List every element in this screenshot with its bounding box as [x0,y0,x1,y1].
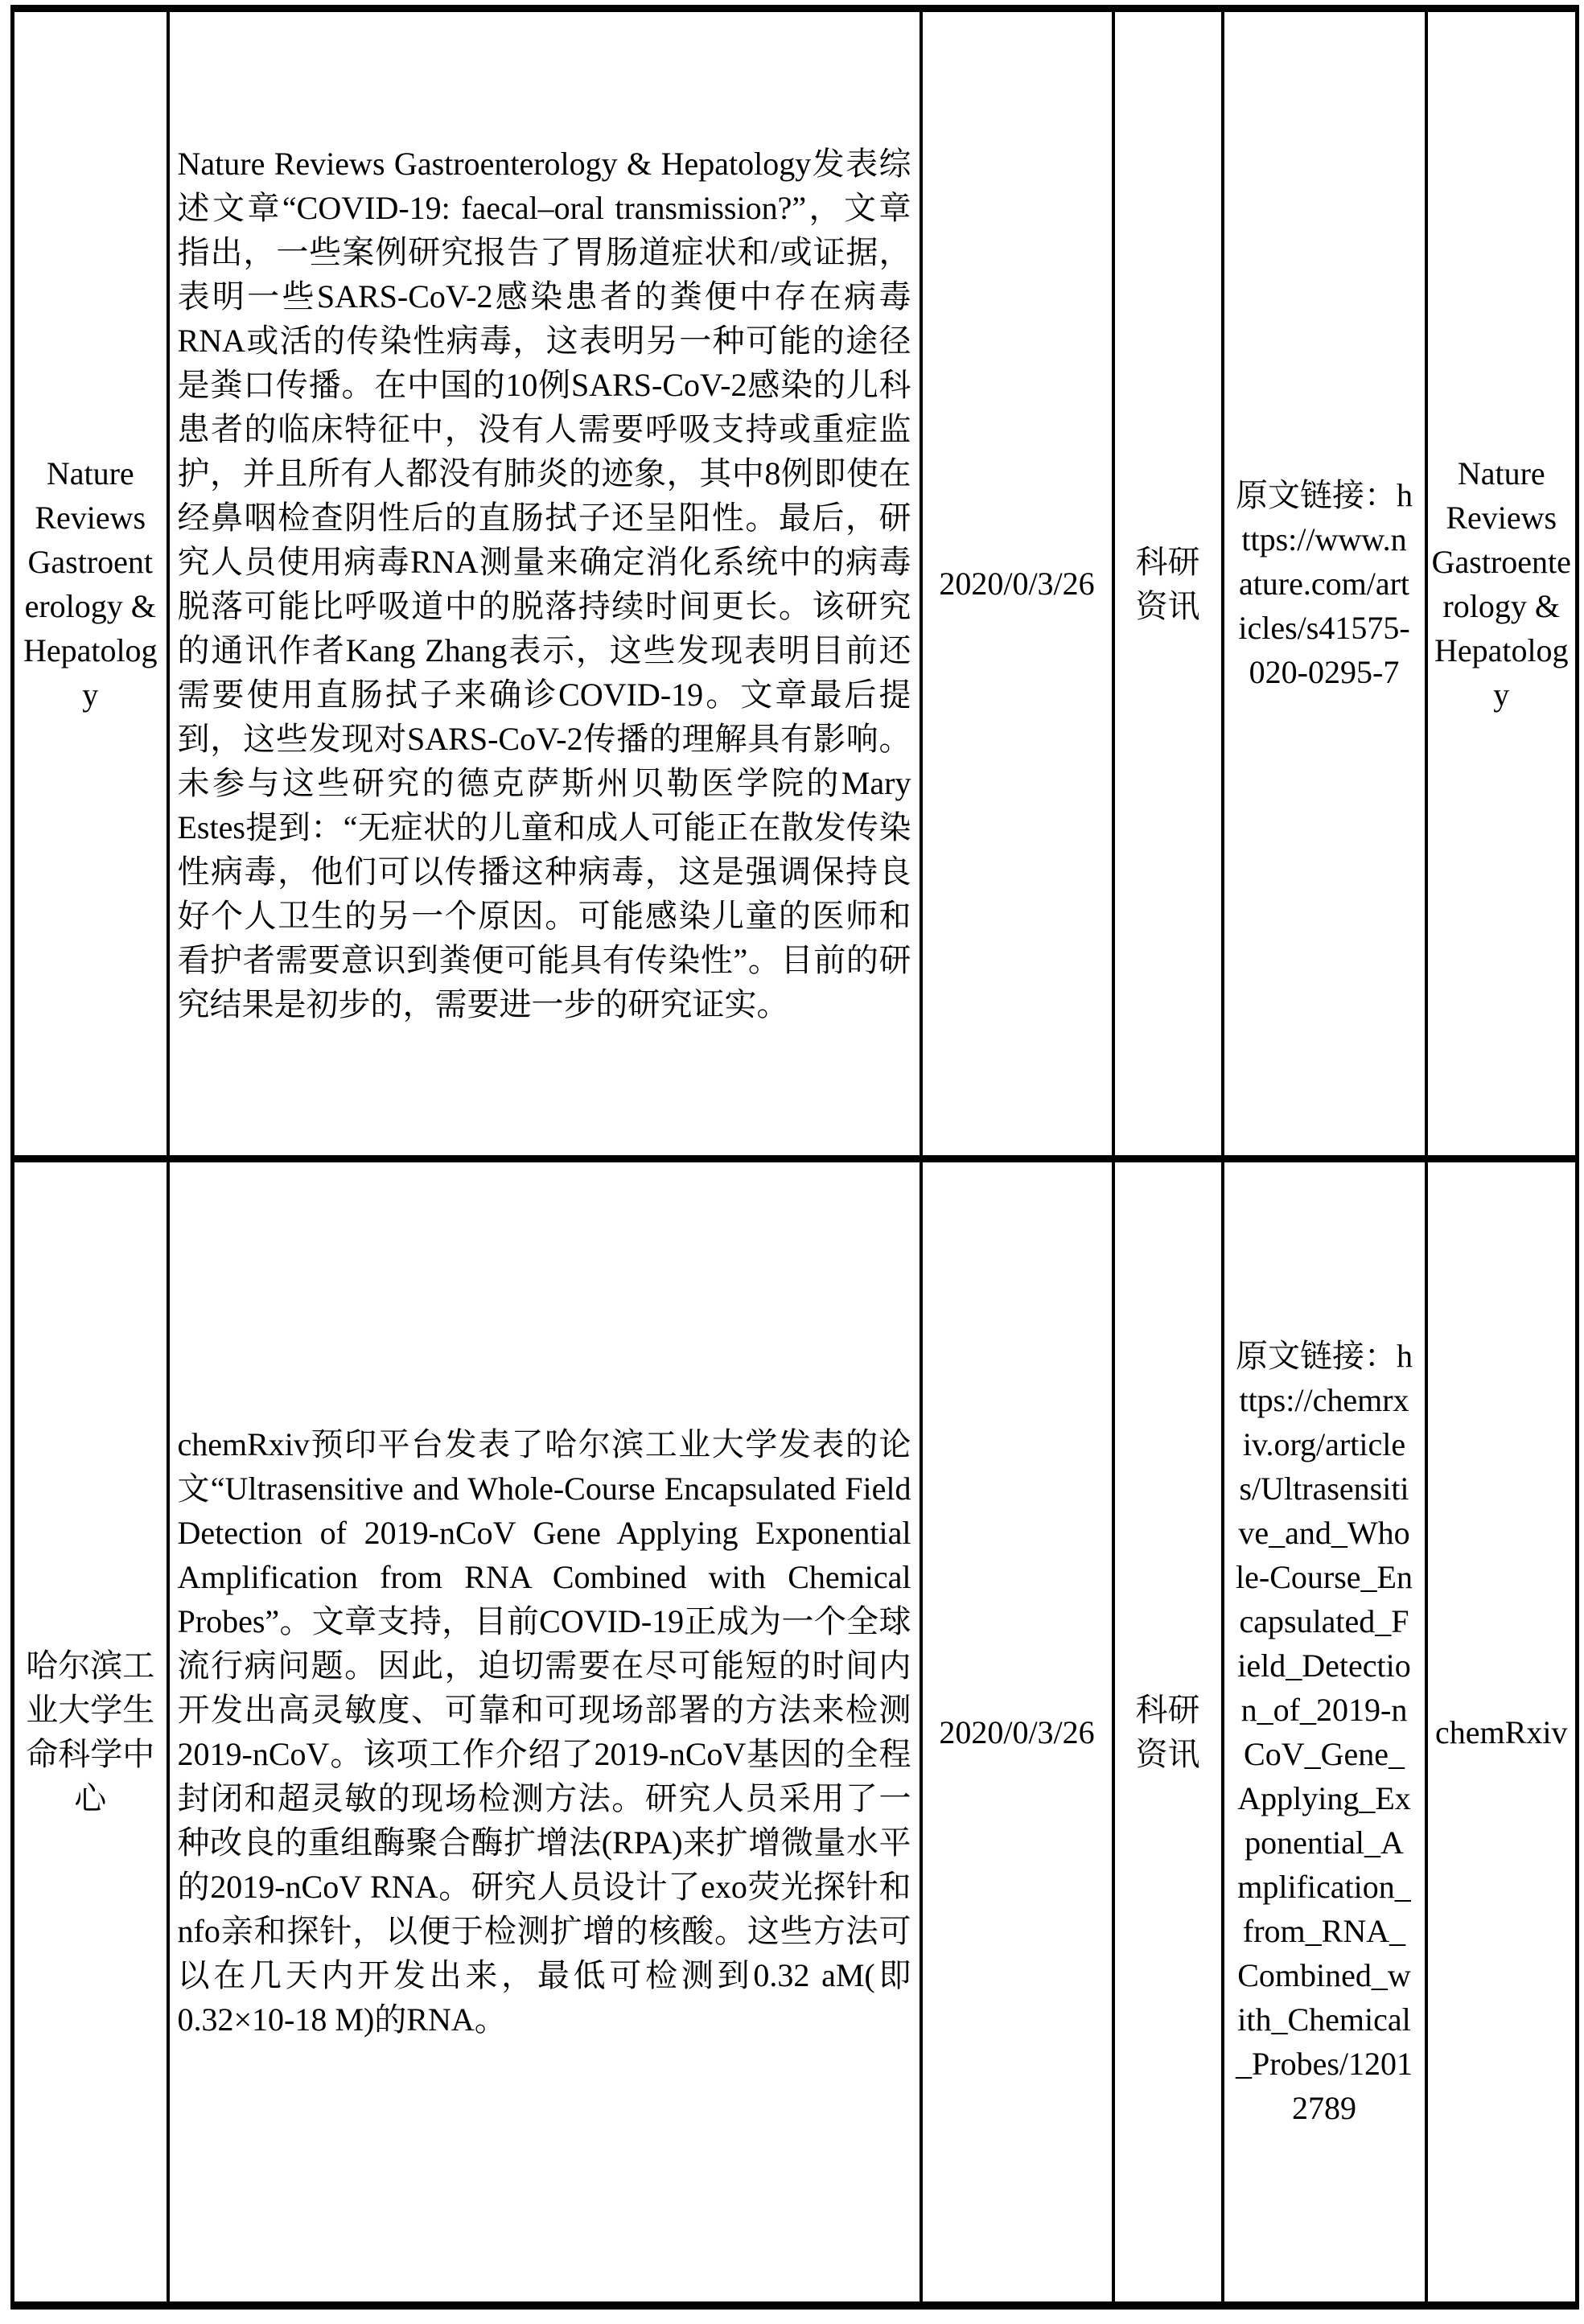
link-block [1236,1334,1413,2130]
cell-source-name [13,9,168,1159]
table-row [13,1159,1578,2306]
date-text: 2020/0/3/26 [939,1713,1095,1750]
category-text: 科研资讯 [1135,1692,1200,1772]
link-block [1236,473,1413,694]
cell-source-label [1426,9,1578,1159]
source-name-text: 哈尔滨工业大学生命科学中心 [26,1647,155,1816]
cell-summary [168,1159,921,2306]
summary-text: chemRxiv预印平台发表了哈尔滨工业大学发表的论文“Ultrasensitive and Whole-Course Encapsulated Field Detection of 2019-nCoV Gene Applying Exponential Amplification from RNA Combined with Chemical Probes”。文章支持，目前COVID-19正成为一个全球流行病问题。因此，迫切需要在尽可能短的时间内开发出高灵敏度、可靠和可现场部署的方法来检测2019-nCoV。该项工作介绍了2019-nCoV基因的全程封闭和超灵敏的现场检测方法。研究人员采用了一种改良的重组酶聚合酶扩增法(RPA)来扩增微量水平的2019-nCoV RNA。研究人员设计了exo荧光探针和nfo亲和探针，以便于检测扩增的核酸。这些方法可以在几天内开发出来，最低可检测到0.32 aM(即0.32×10-18 M)的RNA。 [177,1426,911,2038]
link-url[interactable]: https://www.nature.com/articles/s41575-020-0295-7 [1238,477,1413,690]
source-name-text: Nature Reviews Gastroenterology & Hepatology [23,455,158,713]
cell-category [1113,9,1223,1159]
summary-text: Nature Reviews Gastroenterology & Hepatology发表综述文章“COVID-19: faecal–oral transmission?”，文章指出，一些案例研究报告了胃肠道症状和/或证据，表明一些SARS-CoV-2感染患者的粪便中存在病毒RNA或活的传染性病毒，这表明另一种可能的途径是粪口传播。在中国的10例SARS-CoV-2感染的儿科患者的临床特征中，没有人需要呼吸支持或重症监护，并且所有人都没有肺炎的迹象，其中8例即使在经鼻咽检查阴性后的直肠拭子还呈阳性。最后，研究人员使用病毒RNA测量来确定消化系统中的病毒脱落可能比呼吸道中的脱落持续时间更长。该研究的通讯作者Kang Zhang表示，这些发现表明目前还需要使用直肠拭子来确诊COVID-19。文章最后提到，这些发现对SARS-CoV-2传播的理解具有影响。未参与这些研究的德克萨斯州贝勒医学院的Mary Estes提到：“无症状的儿童和成人可能正在散发传染性病毒，他们可以传播这种病毒，这是强调保持良好个人卫生的另一个原因。可能感染儿童的医师和看护者需要意识到粪便可能具有传染性”。目前的研究结果是初步的，需要进一步的研究证实。 [177,145,911,1022]
link-label: 原文链接： [1236,477,1397,513]
cell-source-label [1426,1159,1578,2306]
cell-link [1223,9,1426,1159]
category-text: 科研资讯 [1135,543,1200,624]
cell-link [1223,1159,1426,2306]
date-text: 2020/0/3/26 [939,566,1095,602]
link-label: 原文链接： [1236,1338,1397,1374]
table-row [13,9,1578,1159]
cell-date [921,1159,1113,2306]
cell-summary [168,9,921,1159]
link-url[interactable]: https://chemrxiv.org/articles/Ultrasensitive_and_Whole-Course_Encapsulated_Field_Detection_of_2019-nCoV_Gene_Applying_Exponential_Amplification_from_RNA_Combined_with_Chemical_Probes/12012789 [1236,1338,1413,2126]
covid-news-table [10,5,1579,2310]
cell-date [921,9,1113,1159]
cell-category [1113,1159,1223,2306]
cell-source-name [13,1159,168,2306]
source-label-text: Nature Reviews Gastroenterology & Hepatology [1431,455,1571,713]
source-label-text: chemRxiv [1435,1713,1568,1750]
